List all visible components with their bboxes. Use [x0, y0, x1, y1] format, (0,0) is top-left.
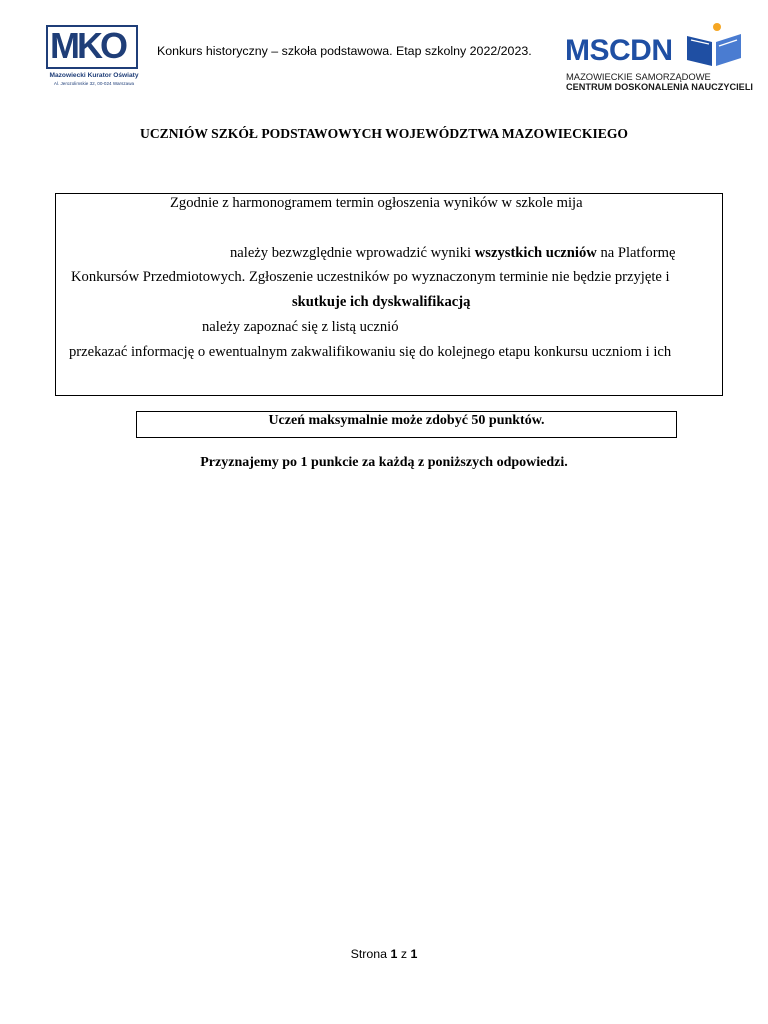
points-note: Przyznajemy po 1 punkcie za każdą z poniższych odpowiedzi.	[200, 455, 568, 470]
footer-prefix: Strona	[350, 947, 391, 961]
info-line-4: skutkuje ich dyskwalifikacją	[292, 294, 471, 310]
footer-current-page: 1	[390, 947, 398, 961]
info-line-2-end: na Platformę	[596, 245, 676, 261]
info-line-1: Zgodnie z harmonogramem termin ogłoszenia wyników w szkole mija	[170, 195, 583, 211]
mscdn-logo	[563, 22, 753, 96]
info-line-2	[230, 244, 675, 262]
book-icon	[683, 22, 745, 70]
page-footer	[0, 947, 768, 961]
info-box	[55, 193, 723, 396]
mko-logo-text: MKO	[50, 25, 125, 66]
info-line-2-start: należy bezwzględnie wprowadzić wyniki	[230, 245, 475, 261]
mko-logo	[46, 25, 142, 89]
points-box: Uczeń maksymalnie może zdobyć 50 punktów.	[136, 411, 677, 438]
mscdn-logo-text: MSCDN	[565, 34, 673, 67]
mscdn-logo-line1: MAZOWIECKIE SAMORZĄDOWE	[566, 71, 711, 82]
header-title: Konkurs historyczny – szkoła podstawowa. Etap szkolny 2022/2023.	[157, 44, 532, 58]
info-line-5: należy zapoznać się z listą ucznió	[202, 319, 399, 335]
info-line-3: Konkursów Przedmiotowych. Zgłoszenie uczestników po wyznaczonym terminie nie będzie przyjęte i	[71, 269, 670, 285]
info-line-2-bold: wszystkich uczniów	[474, 245, 597, 261]
info-line-6: przekazać informację o ewentualnym zakwalifikowaniu się do kolejnego etapu konkursu uczniom i ich	[69, 344, 672, 360]
footer-total-pages: 1	[410, 947, 418, 961]
footer-separator: z	[397, 947, 411, 961]
mscdn-logo-line2: CENTRUM DOSKONALENIA NAUCZYCIELI	[566, 82, 753, 92]
document-title: UCZNIÓW SZKÓŁ PODSTAWOWYCH WOJEWÓDZTWA MAZOWIECKIEGO	[140, 126, 628, 141]
mko-logo-name: Mazowiecki Kurator Oświaty	[49, 72, 139, 79]
mko-logo-address: Al. Jerozolimskie 32, 00-024 Warszawa	[53, 81, 135, 86]
